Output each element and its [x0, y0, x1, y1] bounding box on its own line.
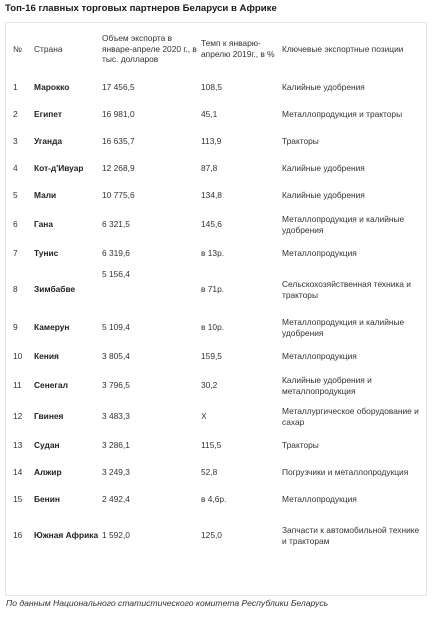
row-num: 7 [13, 248, 18, 259]
row-export: 3 805,4 [102, 351, 130, 362]
row-export: 10 775,6 [102, 190, 135, 201]
row-positions: Сельскохозяйственная техника и тракторы [282, 278, 411, 300]
row-tempo: 113,9 [201, 136, 222, 147]
row-country: Тунис [34, 248, 59, 259]
row-num: 9 [13, 322, 18, 333]
row-positions: Металлопродукция [282, 351, 357, 362]
row-num: 11 [13, 380, 22, 391]
row-positions: Металлопродукция [282, 248, 357, 259]
table-row [7, 155, 425, 182]
row-num: 15 [13, 494, 23, 505]
row-country: Судан [34, 440, 60, 451]
table-row [7, 432, 425, 459]
row-tempo: 134,8 [201, 190, 222, 201]
header-country: Страна [34, 43, 63, 54]
row-num: 1 [13, 82, 18, 93]
row-tempo: 145,6 [201, 219, 222, 230]
header-positions: Ключевые экспортные позиции [282, 43, 404, 54]
row-num: 8 [13, 284, 18, 295]
row-export: 17 456,5 [102, 82, 135, 93]
row-tempo: 52,8 [201, 467, 218, 478]
row-country: Кот-д'Ивуар [34, 163, 84, 174]
row-export: 5 109,4 [102, 322, 130, 333]
row-positions: Калийные удобрения и металлопродукция [282, 374, 372, 396]
row-num: 6 [13, 219, 18, 230]
row-country: Марокко [34, 82, 70, 93]
table-row [7, 312, 425, 343]
table-row [7, 401, 425, 432]
table-row [7, 128, 425, 155]
row-positions: Тракторы [282, 136, 319, 147]
row-export: 6 319,6 [102, 248, 130, 259]
row-positions: Металлопродукция и калийные удобрения [282, 213, 405, 235]
row-country: Уганда [34, 136, 63, 147]
row-country: Южная Африка [34, 530, 99, 541]
table-header-row [7, 24, 425, 74]
row-num: 2 [13, 109, 18, 120]
row-export: 16 635,7 [102, 136, 135, 147]
row-export: 3 249,3 [102, 467, 130, 478]
row-export: 3 483,3 [102, 411, 130, 422]
row-tempo: 108,5 [201, 82, 222, 93]
row-num: 16 [13, 530, 23, 541]
header-export: Объем экспорта в январе-апреле 2020 г., в тыс. долларов [102, 32, 197, 65]
row-export: 3 796,5 [102, 380, 130, 391]
row-country: Зимбабве [34, 284, 76, 295]
table-row [7, 267, 425, 312]
table-row [7, 240, 425, 267]
row-positions: Калийные удобрения [282, 82, 365, 93]
row-country: Гвинея [34, 411, 64, 422]
table-row [7, 74, 425, 101]
row-tempo: 30,2 [201, 380, 218, 391]
row-tempo: 115,5 [201, 440, 222, 451]
row-tempo: X [201, 411, 207, 422]
header-tempo: Темп к январю-апрелю 2019г., в % [201, 38, 275, 59]
row-export: 1 592,0 [102, 530, 130, 541]
table-row [7, 209, 425, 240]
row-country: Сенегал [34, 380, 68, 391]
row-positions: Металлопродукция [282, 494, 357, 505]
partners-table [7, 24, 425, 558]
row-country: Бенин [34, 494, 60, 505]
row-num: 10 [13, 351, 23, 362]
row-country: Алжир [34, 467, 62, 478]
table-row [7, 513, 425, 558]
row-positions: Тракторы [282, 440, 319, 451]
row-country: Камерун [34, 322, 70, 333]
table-row [7, 370, 425, 401]
row-tempo: 159,5 [201, 351, 222, 362]
table-row [7, 486, 425, 513]
row-positions: Запчасти к автомобильной технике и тракторам [282, 524, 420, 546]
row-country: Гана [34, 219, 54, 230]
row-positions: Металлургическое оборудование и сахар [282, 405, 419, 427]
row-num: 3 [13, 136, 18, 147]
page-title: Топ-16 главных торговых партнеров Беларуси в Африке [5, 3, 277, 14]
table-row [7, 459, 425, 486]
row-export: 3 286,1 [102, 440, 130, 451]
row-tempo: в 4,6р. [201, 494, 227, 505]
row-tempo: 125,0 [201, 530, 222, 541]
row-tempo: в 71р. [201, 284, 225, 295]
row-export: 12 268,9 [102, 163, 135, 174]
row-tempo: в 10р. [201, 322, 225, 333]
row-positions: Калийные удобрения [282, 163, 365, 174]
row-positions: Калийные удобрения [282, 190, 365, 201]
header-num: № [13, 43, 22, 54]
table-row [7, 182, 425, 209]
row-positions: Погрузчики и металлопродукция [282, 467, 409, 478]
source-note: По данным Национального статистического комитета Республики Беларусь [6, 598, 329, 608]
row-num: 12 [13, 411, 23, 422]
row-positions: Металлопродукция и калийные удобрения [282, 316, 405, 338]
row-tempo: 45,1 [201, 109, 218, 120]
table-body [7, 74, 425, 558]
table-row [7, 343, 425, 370]
row-num: 14 [13, 467, 23, 478]
row-tempo: 87,8 [201, 163, 218, 174]
row-country: Египет [34, 109, 62, 120]
table-row [7, 101, 425, 128]
row-positions: Металлопродукция и тракторы [282, 109, 403, 120]
row-country: Мали [34, 190, 57, 201]
row-export: 5 156,4 [102, 269, 130, 279]
row-num: 13 [13, 440, 23, 451]
row-num: 4 [13, 163, 18, 174]
row-country: Кения [34, 351, 59, 362]
row-export: 2 492,4 [102, 494, 130, 505]
row-export: 16 981,0 [102, 109, 135, 120]
row-num: 5 [13, 190, 18, 201]
row-tempo: в 13р. [201, 248, 225, 259]
row-export: 6 321,5 [102, 219, 130, 230]
